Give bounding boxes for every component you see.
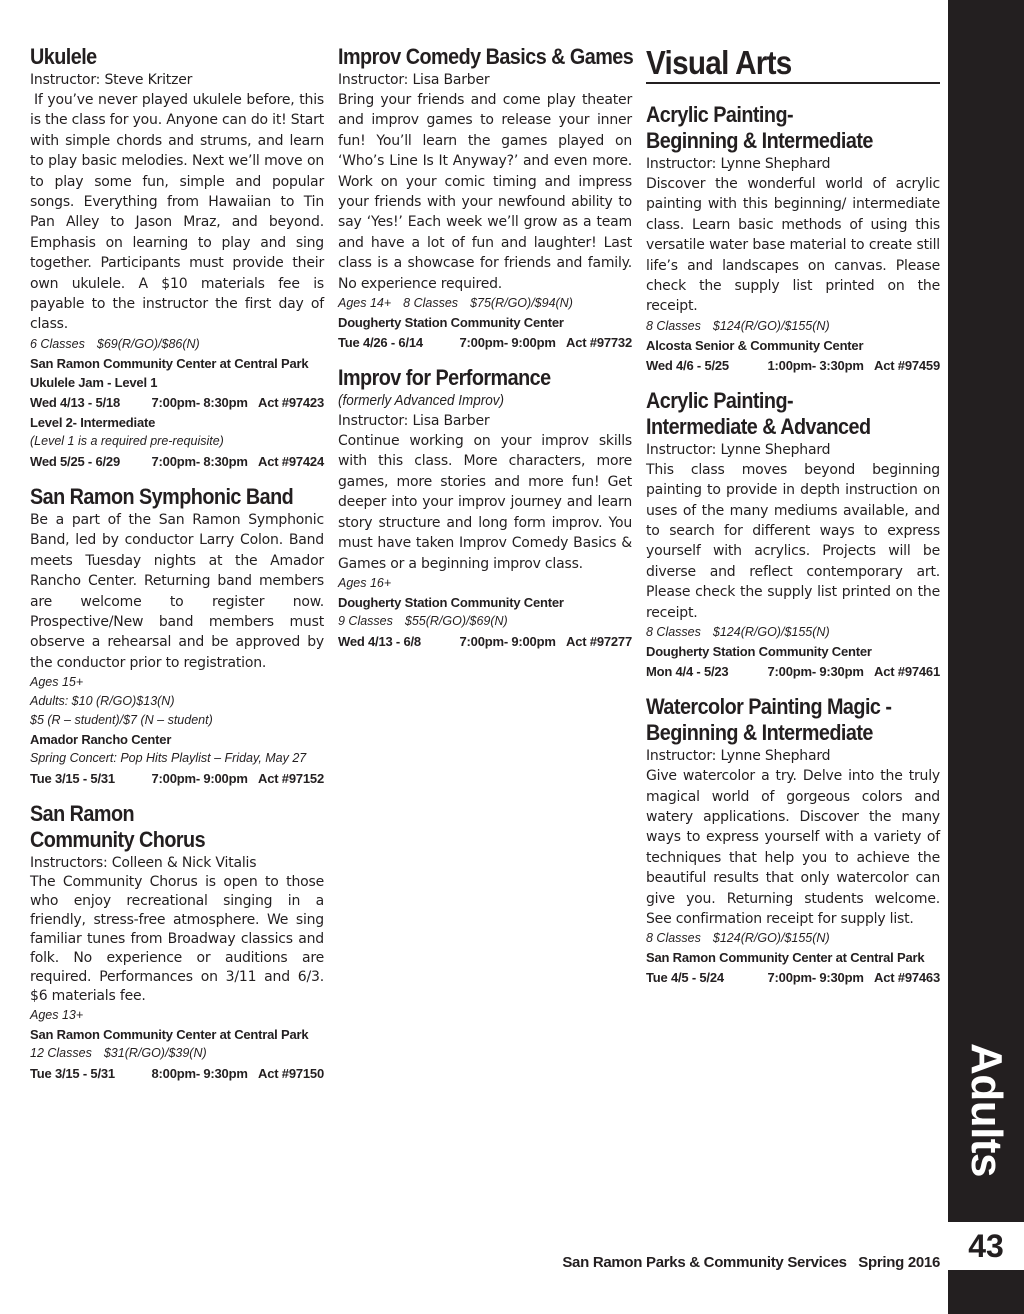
class-fee: $75(R/GO)/$94(N): [470, 296, 573, 311]
session-time: 7:00pm- 9:30pm: [767, 664, 864, 680]
concert-note: Spring Concert: Pop Hits Playlist – Friday, May 27: [30, 751, 307, 766]
class-fee: $124(R/GO)/$155(N): [712, 931, 830, 946]
activity-number: Act #97423: [258, 394, 324, 410]
description: Discover the wonderful world of acrylic painting with this beginning/ intermediate class. Learn basic methods of using this versatile water base material to create still life’s and landscapes on canvas. Please check the supply list printed on the receipt.: [646, 176, 940, 315]
class-title-line: Acrylic Painting-: [646, 387, 794, 413]
session-time: 7:00pm- 9:00pm: [151, 771, 248, 787]
session-row: [646, 355, 940, 376]
class-meta: [30, 1044, 324, 1063]
session-row: [30, 451, 324, 472]
location: Dougherty Station Community Center: [338, 315, 564, 331]
activity-number: Act #97463: [874, 970, 940, 986]
class-improv-basics: [338, 44, 632, 353]
session-row: [30, 768, 324, 789]
session-row: [30, 392, 324, 413]
instructor: Instructors: Colleen & Nick Vitalis: [30, 855, 257, 872]
instructor: Instructor: Lynne Shephard: [646, 156, 831, 172]
ages: Ages 15+: [30, 675, 84, 690]
class-ukulele: [30, 44, 324, 472]
session-dates: Wed 4/13 - 5/18: [30, 394, 120, 410]
section-heading-text: Visual Arts: [646, 44, 792, 81]
class-fee: $55(R/GO)/$69(N): [404, 613, 508, 628]
location: Amador Rancho Center: [30, 732, 172, 748]
class-community-chorus: [30, 801, 324, 1084]
instructor: Instructor: Lisa Barber: [338, 413, 490, 430]
class-title-line: Intermediate & Advanced: [646, 413, 871, 439]
session-time: 7:00pm- 8:30pm: [151, 394, 248, 410]
session-row: [338, 631, 632, 652]
activity-number: Act #97424: [258, 453, 324, 469]
class-acrylic-advanced: [646, 388, 940, 682]
ages: Ages 13+: [30, 1008, 84, 1023]
section-heading: [646, 44, 940, 84]
description: The Community Chorus is open to those who enjoy recreational singing in a friendly, stress-free atmosphere. We sing familiar tunes from Broadway classics and folk. No experience or auditions are required. Performances on 3/11 and 6/3. $6 materials fee.: [30, 874, 324, 1005]
session-time: 7:00pm- 9:30pm: [767, 970, 864, 986]
class-meta: [646, 929, 940, 948]
class-count: 8 Classes: [646, 931, 701, 946]
class-title: Improv for Performance: [338, 365, 551, 391]
description: This class moves beyond beginning painting to provide in depth instruction on uses of the many mediums available, and to search for different ways to express yourself with acrylics. Projects will be diverse and reflect contemporary art. Please check the supply list printed on the receipt.: [646, 461, 940, 621]
class-title-line: Community Chorus: [30, 827, 206, 853]
session-row: [338, 332, 632, 353]
class-title: Ukulele: [30, 44, 97, 69]
sidebar-label: [954, 1043, 1018, 1177]
session-time: 7:00pm- 9:00pm: [459, 335, 556, 351]
location: San Ramon Community Center at Central Park: [30, 355, 309, 371]
location: San Ramon Community Center at Central Park: [646, 950, 925, 966]
class-meta: [30, 335, 324, 354]
class-title: [646, 102, 911, 154]
instructor: Instructor: Lisa Barber: [338, 72, 490, 88]
session-dates: Wed 4/13 - 6/8: [338, 633, 421, 649]
activity-number: Act #97732: [566, 335, 632, 351]
class-title: San Ramon Symphonic Band: [30, 483, 294, 509]
description: If you’ve never played ukulele before, this is the class for you. Anyone can do it! Start with simple chords and strums, and learn to play basic melodies. Next we’ll move on to play some fun, simple and popular songs. Everything from Hawaiian to Tin Pan Alley to Jason Mraz, and beyond. Emphasis on learning to play and sing together. Participants must provide their own ukulele. A $10 materials fee is payable to the instructor the first day of class.: [30, 92, 324, 333]
class-title-line: Acrylic Painting-: [646, 102, 794, 127]
sidebar-tab: [948, 0, 1024, 1314]
session-row: [30, 1063, 324, 1084]
session-dates: Tue 4/26 - 6/14: [338, 335, 423, 351]
class-title-line: Watercolor Painting Magic -: [646, 694, 892, 720]
session-dates: Wed 4/6 - 5/25: [646, 357, 729, 373]
session-time: 7:00pm- 8:30pm: [151, 453, 248, 469]
footer: San Ramon Parks & Community Services Spring 2016: [562, 1254, 940, 1271]
session-dates: Tue 3/15 - 5/31: [30, 1066, 115, 1082]
class-meta: [646, 623, 940, 642]
description: Bring your friends and come play theater and improv games to release your inner fun! You’ll learn the games played on ‘Who’s Line Is It Anyway?’ and even more. Work on your comic timing and impress your friends with your newfound ability to say ‘Yes!’ Each week we’ll grow as a team and have a lot of fun and laughter! Last class is a showcase for friends and family. No experience required.: [338, 92, 632, 292]
class-count: 8 Classes: [646, 318, 701, 333]
description: Give watercolor a try. Delve into the truly magical world of gorgeous colors and watery applications. Discover the many ways to express yourself with a variety of techniques that help you to achieve the beautiful results that only watercolor can give you. Returning students welcome. See confirmation receipt for supply list.: [646, 768, 940, 927]
instructor: Instructor: Lynne Shephard: [646, 748, 831, 765]
class-fee: $124(R/GO)/$155(N): [712, 318, 830, 333]
level-name: Level 2- Intermediate: [30, 414, 156, 430]
class-watercolor: [646, 694, 940, 988]
class-fee: Adults: $10 (R/GO)$13(N): [30, 694, 175, 709]
session-time: 7:00pm- 9:00pm: [459, 633, 556, 649]
column-1: [30, 44, 324, 1096]
session-time: 1:00pm- 3:30pm: [767, 357, 864, 373]
class-fee: $69(R/GO)/$86(N): [96, 336, 200, 351]
level-name: Ukulele Jam - Level 1: [30, 374, 158, 390]
prerequisite-note: (Level 1 is a required pre-requisite): [30, 433, 224, 448]
class-count: 9 Classes: [338, 613, 393, 628]
session-dates: Wed 5/25 - 6/29: [30, 453, 120, 469]
location: San Ramon Community Center at Central Park: [30, 1027, 309, 1043]
class-title: [646, 694, 911, 746]
class-meta: [338, 294, 632, 313]
session-dates: Tue 4/5 - 5/24: [646, 970, 724, 986]
location: Dougherty Station Community Center: [338, 594, 564, 610]
ages: Ages 16+: [338, 575, 392, 590]
class-acrylic-beginning: [646, 102, 940, 376]
activity-number: Act #97152: [258, 771, 324, 787]
activity-number: Act #97461: [874, 664, 940, 680]
class-subtitle: (formerly Advanced Improv): [338, 392, 505, 410]
page-number: 43: [948, 1222, 1024, 1270]
ages: Ages 14+: [338, 296, 392, 311]
activity-number: Act #97150: [258, 1066, 324, 1082]
class-title-line: San Ramon: [30, 801, 135, 827]
class-title: [30, 801, 295, 853]
class-count: 8 Classes: [403, 296, 459, 311]
session-time: 8:00pm- 9:30pm: [151, 1066, 248, 1082]
location: Alcosta Senior & Community Center: [646, 337, 864, 353]
instructor: Instructor: Steve Kritzer: [30, 72, 193, 88]
class-title-line: Beginning & Intermediate: [646, 720, 873, 746]
session-row: [646, 967, 940, 988]
session-dates: Mon 4/4 - 5/23: [646, 664, 729, 680]
class-meta: [338, 612, 632, 631]
instructor: Instructor: Lynne Shephard: [646, 441, 831, 458]
session-dates: Tue 3/15 - 5/31: [30, 771, 115, 787]
activity-number: Act #97459: [874, 357, 940, 373]
class-symphonic-band: [30, 484, 324, 789]
sidebar-label-text: Adults: [962, 1043, 1011, 1177]
class-title: [646, 388, 911, 440]
class-improv-performance: [338, 365, 632, 652]
activity-number: Act #97277: [566, 633, 632, 649]
class-count: 12 Classes: [30, 1046, 92, 1061]
description: Be a part of the San Ramon Symphonic Band, led by conductor Larry Colon. Band meets Tuesday nights at the Amador Rancho Center. Returning band members are welcome to register now. Prospective/New band members must observe a rehearsal and be approved by the conductor prior to registration.: [30, 511, 324, 671]
session-row: [646, 661, 940, 682]
column-3: [646, 44, 940, 1000]
class-meta: [646, 317, 940, 336]
class-title-line: Beginning & Intermediate: [646, 128, 873, 153]
column-2: [338, 44, 632, 664]
class-fee-student: $5 (R – student)/$7 (N – student): [30, 713, 213, 728]
class-title: Improv Comedy Basics & Games: [338, 44, 634, 69]
location: Dougherty Station Community Center: [646, 644, 872, 660]
class-count: 8 Classes: [646, 625, 701, 640]
class-count: 6 Classes: [30, 336, 85, 351]
class-fee: $124(R/GO)/$155(N): [712, 625, 830, 640]
class-fee: $31(R/GO)/$39(N): [103, 1046, 207, 1061]
description: Continue working on your improv skills with this class. More characters, more games, more stories and more fun! Get deeper into your improv journey and learn story structure and long form improv. You must have taken Improv Comedy Basics & Games or a beginning improv class.: [338, 433, 632, 572]
